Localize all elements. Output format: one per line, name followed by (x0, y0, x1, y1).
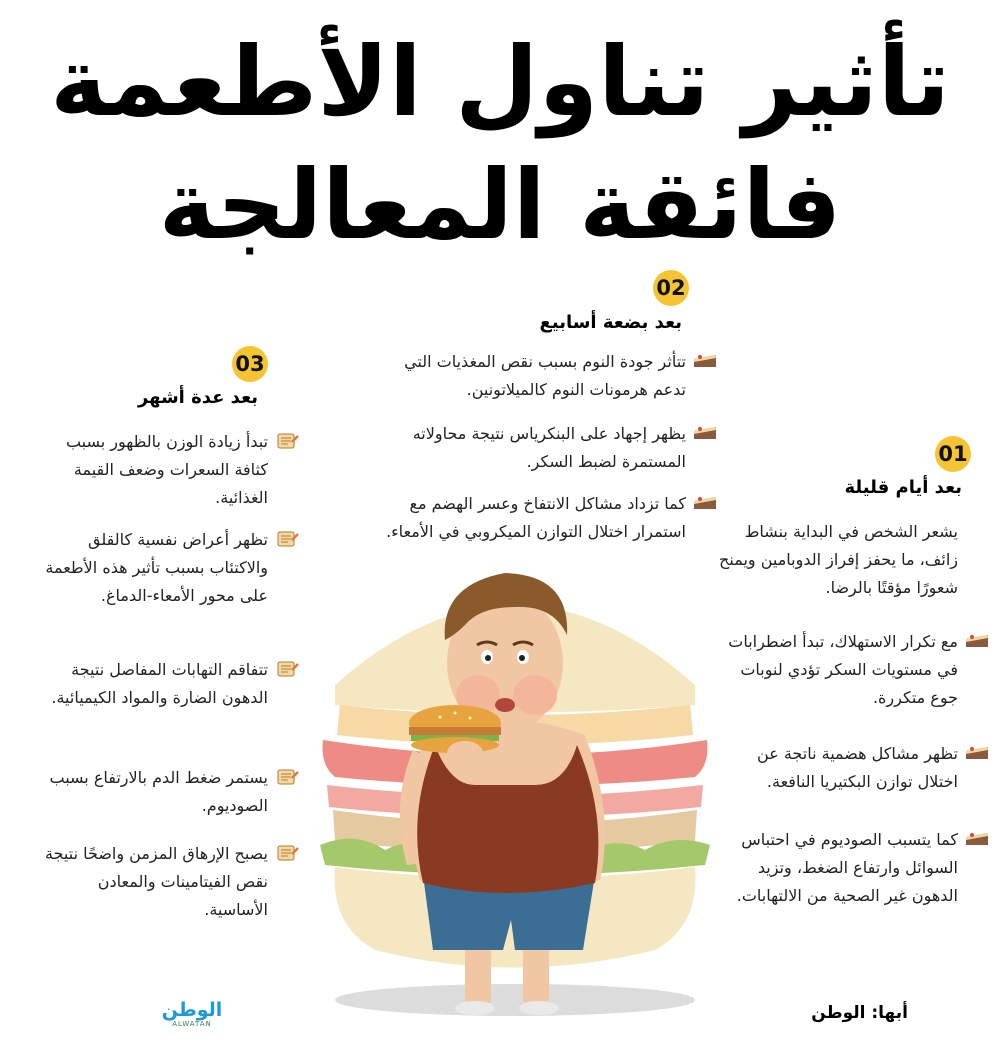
stage-3-item-2 (30, 526, 300, 610)
stage-3-item-1 (30, 428, 300, 512)
stage-1-number-badge: 01 (935, 436, 971, 472)
stage-1-item-3 (715, 826, 990, 910)
cake-slice-icon (964, 829, 990, 849)
stage-1-intro: يشعر الشخص في البداية بنشاط زائف، ما يحفز إفراز الدوبامين ويمنح شعورًا مؤقتًا بالرضا. (719, 522, 958, 597)
stage-3-item-5 (30, 840, 300, 924)
stage-2-heading: بعد بضعة أسابيع (539, 312, 682, 333)
scroll-note-icon (274, 431, 300, 451)
stage-1-item-1 (715, 628, 990, 712)
scroll-note-icon (274, 767, 300, 787)
stage-2-item-3 (378, 490, 718, 546)
stage-2-item-1 (378, 348, 718, 404)
stage-3-item-3-text: تتفاقم التهابات المفاصل نتيجة الدهون الضارة والمواد الكيميائية. (51, 660, 268, 707)
stage-3-item-5-text: يصبح الإرهاق المزمن واضحًا نتيجة نقص الفيتامينات والمعادن الأساسية. (45, 844, 268, 919)
cake-slice-icon (692, 351, 718, 371)
stage-3-item-2-text: تظهر أعراض نفسية كالقلق والاكتئاب بسبب تأثير هذه الأطعمة على محور الأمعاء-الدماغ. (45, 530, 268, 605)
cake-slice-icon (964, 743, 990, 763)
stage-3-number-badge: 03 (232, 346, 268, 382)
stage-3-item-4-text: يستمر ضغط الدم بالارتفاع بسبب الصوديوم. (49, 768, 268, 815)
page-title-line-2: فائقة المعالجة (158, 149, 842, 261)
cake-slice-icon (692, 423, 718, 443)
logo-arabic-text: الوطن (161, 999, 223, 1021)
stage-1-item-3-text: كما يتسبب الصوديوم في احتباس السوائل وارتفاع الضغط، وتزيد الدهون غير الصحية من الالتهابات. (736, 830, 958, 905)
stage-1-item-2 (715, 740, 990, 796)
stage-1-item-2-text: تظهر مشاكل هضمية ناتجة عن اختلال توازن البكتيريا النافعة. (757, 744, 958, 791)
alwatan-logo (160, 1000, 224, 1028)
stage-3-item-3 (30, 656, 300, 712)
stage-2-item-2 (378, 420, 718, 476)
cake-slice-icon (692, 493, 718, 513)
source-credit: أبها: الوطن (811, 1003, 908, 1023)
burger-man-illustration (315, 545, 715, 1025)
stage-3-heading: بعد عدة أشهر (137, 387, 258, 408)
logo-latin-text: ALWATAN (172, 1020, 212, 1028)
stage-2-number-badge: 02 (653, 270, 689, 306)
page-title-line-1: تأثير تناول الأطعمة (50, 26, 950, 138)
stage-1-heading: بعد أيام قليلة (844, 477, 962, 498)
stage-1-item-1-text: مع تكرار الاستهلاك، تبدأ اضطرابات في مستويات السكر تؤدي لنوبات جوع متكررة. (728, 632, 958, 707)
scroll-note-icon (274, 529, 300, 549)
stage-3-item-1-text: تبدأ زيادة الوزن بالظهور بسبب كثافة السعرات وضعف القيمة الغذائية. (65, 432, 268, 507)
scroll-note-icon (274, 659, 300, 679)
cake-slice-icon (964, 631, 990, 651)
scroll-note-icon (274, 843, 300, 863)
stage-2-item-1-text: تتأثر جودة النوم بسبب نقص المغذيات التي تدعم هرمونات النوم كالميلاتونين. (404, 352, 686, 399)
stage-3-item-4 (30, 764, 300, 820)
stage-2-item-2-text: يظهر إجهاد على البنكرياس نتيجة محاولاته المستمرة لضبط السكر. (412, 424, 686, 471)
stage-2-item-3-text: كما تزداد مشاكل الانتفاخ وعسر الهضم مع استمرار اختلال التوازن الميكروبي في الأمعاء. (386, 494, 686, 541)
